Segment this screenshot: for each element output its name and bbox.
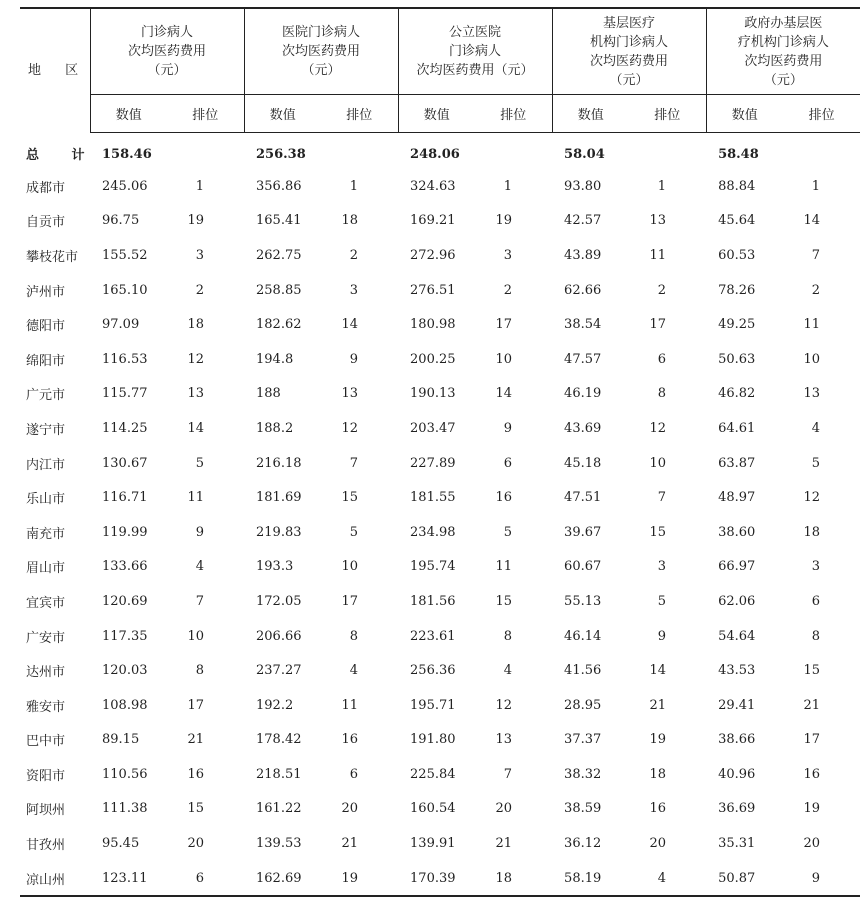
rank-cell: 10 <box>187 628 205 644</box>
region-cell: 广安市 <box>26 630 66 646</box>
value-cell: 276.51 <box>410 282 456 298</box>
value-cell: 219.83 <box>256 524 302 540</box>
value-cell: 96.75 <box>102 213 140 229</box>
table-row <box>20 826 860 861</box>
rank-cell: 5 <box>503 524 513 540</box>
rank-cell: 17 <box>649 317 667 333</box>
rank-cell: 1 <box>811 178 821 194</box>
value-cell: 161.22 <box>256 801 302 817</box>
rank-cell: 2 <box>811 282 821 298</box>
rank-cell: 15 <box>495 593 513 609</box>
rank-cell: 10 <box>649 455 667 471</box>
value-cell: 258.85 <box>256 282 302 298</box>
rank-cell: 2 <box>503 282 513 298</box>
value-cell: 160.54 <box>410 801 456 817</box>
rank-cell: 13 <box>341 386 359 402</box>
rank-cell: 3 <box>195 247 205 263</box>
rank-cell: 12 <box>803 490 821 506</box>
rank-cell: 13 <box>649 213 667 229</box>
rank-cell: 3 <box>657 559 667 575</box>
region-cell: 遂宁市 <box>26 422 66 438</box>
rank-cell: 18 <box>649 766 667 782</box>
table-row <box>20 238 860 273</box>
value-cell: 41.56 <box>564 663 602 679</box>
rank-cell: 8 <box>503 628 513 644</box>
rank-cell: 3 <box>503 247 513 263</box>
value-cell: 54.64 <box>718 628 756 644</box>
rank-cell: 16 <box>803 766 821 782</box>
value-cell: 38.54 <box>564 317 602 333</box>
value-cell: 180.98 <box>410 317 456 333</box>
value-cell: 120.03 <box>102 663 148 679</box>
table-row <box>20 342 860 377</box>
value-cell: 218.51 <box>256 766 302 782</box>
rank-cell: 5 <box>349 524 359 540</box>
rank-cell: 19 <box>321 861 398 897</box>
value-cell: 165.10 <box>102 282 148 298</box>
value-cell: 38.66 <box>718 732 756 748</box>
rank-cell: 4 <box>349 663 359 679</box>
rank-cell: 1 <box>195 178 205 194</box>
value-cell: 158.46 <box>102 146 152 162</box>
value-cell: 48.97 <box>718 490 756 506</box>
rank-cell: 20 <box>803 836 821 852</box>
value-cell: 114.25 <box>102 420 148 436</box>
rank-cell: 10 <box>341 559 359 575</box>
rank-cell: 4 <box>503 663 513 679</box>
rank-column-header: 排位 <box>475 95 552 133</box>
region-cell: 乐山市 <box>26 492 66 508</box>
rank-column-header: 排位 <box>783 95 860 133</box>
table-row <box>20 619 860 654</box>
region-column-header: 地 区 <box>20 8 90 133</box>
rank-cell: 14 <box>341 317 359 333</box>
rank-cell: 18 <box>187 317 205 333</box>
rank-cell: 11 <box>341 697 359 713</box>
region-cell: 德阳市 <box>26 319 66 335</box>
rank-cell: 16 <box>649 801 667 817</box>
table-row <box>20 757 860 792</box>
rank-cell: 11 <box>495 559 513 575</box>
rank-cell: 20 <box>649 836 667 852</box>
value-cell: 63.87 <box>718 455 756 471</box>
rank-cell: 17 <box>341 593 359 609</box>
value-cell: 203.47 <box>410 420 456 436</box>
rank-cell: 13 <box>187 386 205 402</box>
value-cell: 162.69 <box>244 861 321 897</box>
value-cell: 38.32 <box>564 766 602 782</box>
rank-cell: 1 <box>503 178 513 194</box>
value-cell: 49.25 <box>718 317 756 333</box>
value-column-header: 数值 <box>552 95 629 133</box>
value-cell: 116.71 <box>102 490 148 506</box>
rank-cell: 21 <box>341 836 359 852</box>
value-cell: 133.66 <box>102 559 148 575</box>
value-cell: 139.91 <box>410 836 456 852</box>
table-row <box>20 653 860 688</box>
value-cell: 43.53 <box>718 663 756 679</box>
value-cell: 188 <box>256 386 281 402</box>
rank-cell: 7 <box>349 455 359 471</box>
table-row <box>20 792 860 827</box>
rank-cell: 7 <box>195 593 205 609</box>
value-cell: 46.14 <box>564 628 602 644</box>
value-cell: 66.97 <box>718 559 756 575</box>
value-cell: 46.19 <box>564 386 602 402</box>
rank-cell: 18 <box>475 861 552 897</box>
table-body <box>20 133 860 897</box>
value-cell: 139.53 <box>256 836 302 852</box>
value-cell: 64.61 <box>718 420 756 436</box>
value-cell: 50.63 <box>718 351 756 367</box>
value-cell: 93.80 <box>564 178 602 194</box>
rank-cell: 7 <box>811 247 821 263</box>
value-cell: 42.57 <box>564 213 602 229</box>
value-cell: 182.62 <box>256 317 302 333</box>
rank-cell: 12 <box>187 351 205 367</box>
table-row <box>20 273 860 308</box>
rank-cell: 6 <box>503 455 513 471</box>
value-cell: 248.06 <box>410 146 460 162</box>
value-cell: 35.31 <box>718 836 756 852</box>
rank-cell: 21 <box>649 697 667 713</box>
table-row <box>20 377 860 412</box>
header-row-subcolumns <box>20 95 860 133</box>
rank-cell: 9 <box>349 351 359 367</box>
value-cell: 272.96 <box>410 247 456 263</box>
value-cell: 193.3 <box>256 559 294 575</box>
rank-cell: 20 <box>341 801 359 817</box>
value-cell: 58.48 <box>718 146 759 162</box>
region-cell: 巴中市 <box>26 734 66 750</box>
rank-cell: 7 <box>503 766 513 782</box>
rank-cell: 13 <box>495 732 513 748</box>
rank-cell: 10 <box>803 351 821 367</box>
statistics-table <box>20 7 860 897</box>
value-cell: 45.18 <box>564 455 602 471</box>
value-cell: 170.39 <box>398 861 475 897</box>
value-cell: 60.67 <box>564 559 602 575</box>
rank-cell: 14 <box>495 386 513 402</box>
value-cell: 181.55 <box>410 490 456 506</box>
region-cell: 内江市 <box>26 457 66 473</box>
rank-cell: 12 <box>341 420 359 436</box>
region-cell: 眉山市 <box>26 561 66 577</box>
region-cell: 达州市 <box>26 665 66 681</box>
value-column-header: 数值 <box>90 95 167 133</box>
rank-cell: 17 <box>495 317 513 333</box>
rank-cell: 5 <box>657 593 667 609</box>
rank-cell: 8 <box>349 628 359 644</box>
value-cell: 28.95 <box>564 697 602 713</box>
value-cell: 38.60 <box>718 524 756 540</box>
value-cell: 97.09 <box>102 317 140 333</box>
region-cell: 广元市 <box>26 388 66 404</box>
table-row <box>20 307 860 342</box>
value-cell: 356.86 <box>256 178 302 194</box>
value-column-header: 数值 <box>244 95 321 133</box>
rank-cell: 5 <box>811 455 821 471</box>
value-cell: 58.04 <box>564 146 605 162</box>
value-cell: 191.80 <box>410 732 456 748</box>
value-cell: 89.15 <box>102 732 140 748</box>
header-row-groups <box>20 8 860 95</box>
value-cell: 45.64 <box>718 213 756 229</box>
value-cell: 78.26 <box>718 282 756 298</box>
value-cell: 169.21 <box>410 213 456 229</box>
region-cell: 成都市 <box>26 180 66 196</box>
value-cell: 195.74 <box>410 559 456 575</box>
value-cell: 60.53 <box>718 247 756 263</box>
rank-cell: 8 <box>195 663 205 679</box>
rank-cell: 12 <box>649 420 667 436</box>
rank-cell: 6 <box>167 861 244 897</box>
table-row <box>20 411 860 446</box>
value-cell: 37.37 <box>564 732 602 748</box>
value-cell: 88.84 <box>718 178 756 194</box>
region-cell: 攀枝花市 <box>26 249 79 265</box>
rank-cell: 9 <box>503 420 513 436</box>
region-cell: 自贡市 <box>26 215 66 231</box>
value-cell: 194.8 <box>256 351 294 367</box>
value-cell: 46.82 <box>718 386 756 402</box>
region-cell: 总 计 <box>26 148 99 164</box>
rank-cell: 18 <box>341 213 359 229</box>
value-cell: 225.84 <box>410 766 456 782</box>
rank-cell: 17 <box>187 697 205 713</box>
value-cell: 116.53 <box>102 351 148 367</box>
rank-cell: 6 <box>349 766 359 782</box>
rank-column-header: 排位 <box>321 95 398 133</box>
rank-cell: 19 <box>495 213 513 229</box>
value-cell: 39.67 <box>564 524 602 540</box>
value-cell: 43.69 <box>564 420 602 436</box>
value-cell: 256.38 <box>256 146 306 162</box>
value-cell: 172.05 <box>256 593 302 609</box>
table-row <box>20 688 860 723</box>
region-cell: 绵阳市 <box>26 353 66 369</box>
rank-cell: 21 <box>495 836 513 852</box>
rank-cell: 20 <box>495 801 513 817</box>
rank-cell: 8 <box>657 386 667 402</box>
table-header <box>20 8 860 133</box>
rank-cell: 9 <box>195 524 205 540</box>
rank-cell: 14 <box>803 213 821 229</box>
table-row <box>20 550 860 585</box>
value-cell: 256.36 <box>410 663 456 679</box>
rank-cell <box>629 133 706 170</box>
value-cell: 36.69 <box>718 801 756 817</box>
group-header-primary-care-outpatient: 基层医疗 机构门诊病人 次均医药费用 （元） <box>552 8 706 95</box>
value-cell: 111.38 <box>102 801 148 817</box>
rank-cell: 16 <box>341 732 359 748</box>
rank-cell: 9 <box>657 628 667 644</box>
region-cell: 甘孜州 <box>26 838 66 854</box>
rank-cell: 1 <box>349 178 359 194</box>
rank-cell: 6 <box>811 593 821 609</box>
value-cell: 165.41 <box>256 213 302 229</box>
value-cell: 178.42 <box>256 732 302 748</box>
rank-cell: 19 <box>649 732 667 748</box>
rank-cell: 7 <box>657 490 667 506</box>
rank-cell: 15 <box>341 490 359 506</box>
rank-column-header: 排位 <box>167 95 244 133</box>
rank-cell: 4 <box>811 420 821 436</box>
rank-cell: 21 <box>187 732 205 748</box>
table-row <box>20 169 860 204</box>
rank-cell: 16 <box>495 490 513 506</box>
group-header-outpatient: 门诊病人 次均医药费用 （元） <box>90 8 244 95</box>
region-cell: 阿坝州 <box>26 803 66 819</box>
rank-cell: 18 <box>803 524 821 540</box>
rank-cell: 2 <box>195 282 205 298</box>
rank-cell: 4 <box>195 559 205 575</box>
rank-cell: 4 <box>629 861 706 897</box>
rank-cell <box>475 133 552 170</box>
table-row <box>20 584 860 619</box>
rank-cell: 14 <box>649 663 667 679</box>
value-cell: 36.12 <box>564 836 602 852</box>
region-cell: 雅安市 <box>26 699 66 715</box>
value-cell: 190.13 <box>410 386 456 402</box>
rank-cell: 11 <box>187 490 205 506</box>
value-cell: 55.13 <box>564 593 602 609</box>
value-cell: 227.89 <box>410 455 456 471</box>
rank-cell: 8 <box>811 628 821 644</box>
value-cell: 40.96 <box>718 766 756 782</box>
value-cell: 181.69 <box>256 490 302 506</box>
value-cell: 216.18 <box>256 455 302 471</box>
value-cell: 115.77 <box>102 386 148 402</box>
rank-cell: 11 <box>649 247 667 263</box>
rank-cell: 19 <box>803 801 821 817</box>
rank-cell: 15 <box>803 663 821 679</box>
region-cell: 宜宾市 <box>26 595 66 611</box>
value-cell: 117.35 <box>102 628 148 644</box>
table-row <box>20 723 860 758</box>
value-cell: 237.27 <box>256 663 302 679</box>
group-header-public-hospital-outpatient: 公立医院 门诊病人 次均医药费用（元） <box>398 8 552 95</box>
value-cell: 324.63 <box>410 178 456 194</box>
value-cell: 29.41 <box>718 697 756 713</box>
value-cell: 195.71 <box>410 697 456 713</box>
rank-cell: 11 <box>803 317 821 333</box>
value-cell: 155.52 <box>102 247 148 263</box>
value-cell: 58.19 <box>552 861 629 897</box>
table-row <box>20 861 860 897</box>
value-cell: 200.25 <box>410 351 456 367</box>
rank-cell: 21 <box>803 697 821 713</box>
value-cell: 110.56 <box>102 766 148 782</box>
rank-cell: 20 <box>187 836 205 852</box>
rank-cell: 12 <box>495 697 513 713</box>
rank-cell: 15 <box>187 801 205 817</box>
rank-cell: 2 <box>657 282 667 298</box>
rank-cell: 5 <box>195 455 205 471</box>
value-cell: 188.2 <box>256 420 294 436</box>
region-cell: 资阳市 <box>26 768 66 784</box>
region-cell: 泸州市 <box>26 284 66 300</box>
rank-cell: 9 <box>783 861 860 897</box>
value-cell: 47.51 <box>564 490 602 506</box>
rank-column-header: 排位 <box>629 95 706 133</box>
rank-cell: 14 <box>187 420 205 436</box>
value-cell: 62.66 <box>564 282 602 298</box>
value-cell: 108.98 <box>102 697 148 713</box>
table-row <box>20 204 860 239</box>
value-cell: 223.61 <box>410 628 456 644</box>
value-cell: 181.56 <box>410 593 456 609</box>
value-cell: 234.98 <box>410 524 456 540</box>
rank-cell <box>783 133 860 170</box>
value-cell: 192.2 <box>256 697 294 713</box>
value-cell: 120.69 <box>102 593 148 609</box>
value-cell: 123.11 <box>90 861 167 897</box>
rank-cell: 10 <box>495 351 513 367</box>
value-cell: 43.89 <box>564 247 602 263</box>
rank-cell: 1 <box>657 178 667 194</box>
rank-cell: 2 <box>349 247 359 263</box>
total-row <box>20 133 860 170</box>
region-cell: 南充市 <box>26 526 66 542</box>
rank-cell: 3 <box>811 559 821 575</box>
value-cell: 262.75 <box>256 247 302 263</box>
rank-cell: 3 <box>349 282 359 298</box>
table-row <box>20 515 860 550</box>
rank-cell: 17 <box>803 732 821 748</box>
value-cell: 245.06 <box>102 178 148 194</box>
table-row <box>20 480 860 515</box>
value-cell: 62.06 <box>718 593 756 609</box>
rank-cell: 13 <box>803 386 821 402</box>
group-header-gov-primary-care-outpatient: 政府办基层医 疗机构门诊病人 次均医药费用 （元） <box>706 8 860 95</box>
value-column-header: 数值 <box>398 95 475 133</box>
value-cell: 50.87 <box>706 861 783 897</box>
value-cell: 38.59 <box>564 801 602 817</box>
value-cell: 95.45 <box>102 836 140 852</box>
value-cell: 130.67 <box>102 455 148 471</box>
value-cell: 47.57 <box>564 351 602 367</box>
table-row <box>20 446 860 481</box>
value-column-header: 数值 <box>706 95 783 133</box>
rank-cell: 16 <box>187 766 205 782</box>
value-cell: 206.66 <box>256 628 302 644</box>
rank-cell: 15 <box>649 524 667 540</box>
group-header-hospital-outpatient: 医院门诊病人 次均医药费用 （元） <box>244 8 398 95</box>
rank-cell: 19 <box>187 213 205 229</box>
rank-cell: 6 <box>657 351 667 367</box>
region-cell: 凉山州 <box>20 861 90 897</box>
rank-cell <box>321 133 398 170</box>
rank-cell <box>167 133 244 170</box>
value-cell: 119.99 <box>102 524 148 540</box>
